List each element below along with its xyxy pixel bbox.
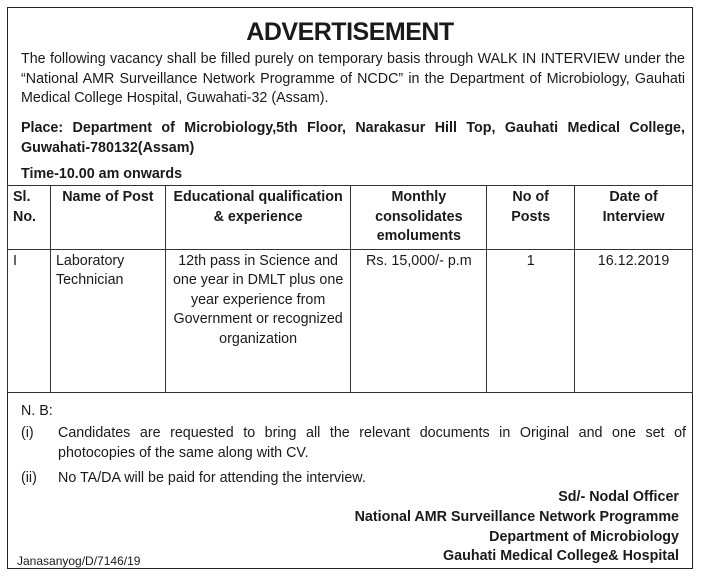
cell-name-of-post: Laboratory Technician bbox=[50, 249, 165, 392]
note-item-1 bbox=[21, 424, 685, 464]
time-line: Time-10.00 am onwards bbox=[21, 166, 183, 182]
header-name-of-post: Name of Post bbox=[50, 186, 165, 250]
cell-qualification: 12th pass in Science and one year in DMLT plus one year experience from Government or recognized organization bbox=[165, 249, 351, 392]
cell-no-of-posts: 1 bbox=[487, 249, 575, 392]
table-row bbox=[8, 249, 693, 392]
header-emoluments: Monthly consolidates emoluments bbox=[351, 186, 487, 250]
header-qualification: Educational qualification & experience bbox=[165, 186, 351, 250]
advertisement-frame bbox=[7, 7, 693, 569]
header-no-of-posts: No of Posts bbox=[487, 186, 575, 250]
nb-label: N. B: bbox=[21, 403, 53, 419]
intro-paragraph: The following vacancy shall be filled purely on temporary basis through WALK IN INTERVIEW under the “National AMR Surveillance Network Programme of NCDC” in the Department of Microbiology, Gauhati Medical College Hospital, Guwahati-32 (Assam). bbox=[21, 51, 685, 106]
table-header-row bbox=[8, 186, 693, 250]
signature-line-4: Gauhati Medical College& Hospital bbox=[443, 548, 679, 564]
note-text: Candidates are requested to bring all the relevant documents in Original and one set of photocopies of the same along with CV. bbox=[58, 425, 686, 461]
reference-code: Janasanyog/D/7146/19 bbox=[17, 554, 141, 568]
signature-line-1: Sd/- Nodal Officer bbox=[558, 489, 679, 505]
header-date-of-interview: Date of Interview bbox=[575, 186, 693, 250]
signature-line-2: National AMR Surveillance Network Programme bbox=[354, 509, 679, 525]
cell-emoluments: Rs. 15,000/- p.m bbox=[351, 249, 487, 392]
advertisement-title: ADVERTISEMENT bbox=[246, 18, 454, 46]
note-number: (ii) bbox=[21, 470, 37, 486]
note-number: (i) bbox=[21, 425, 34, 441]
cell-sl-no: I bbox=[8, 249, 51, 392]
signature-line-3: Department of Microbiology bbox=[489, 529, 679, 545]
note-item-2 bbox=[21, 469, 685, 489]
header-sl-no: Sl. No. bbox=[8, 186, 51, 250]
cell-date-of-interview: 16.12.2019 bbox=[575, 249, 693, 392]
note-text: No TA/DA will be paid for attending the interview. bbox=[58, 470, 366, 486]
vacancy-table bbox=[7, 185, 693, 393]
place-paragraph: Place: Department of Microbiology,5th Floor, Narakasur Hill Top, Gauhati Medical College, Guwahati-780132(Assam) bbox=[21, 120, 685, 156]
